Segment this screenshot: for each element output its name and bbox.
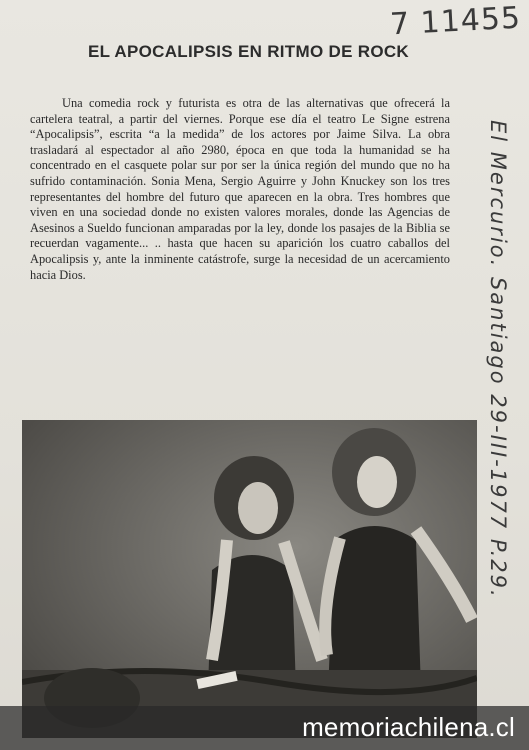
watermark-band	[0, 706, 529, 750]
catalog-number: 7 11455	[389, 0, 522, 43]
handwritten-source-note: El Mercurio. Santiago 29-III-1977 P.29.	[486, 120, 510, 599]
actresses-photo-image	[22, 420, 477, 738]
stage-photo	[22, 420, 477, 738]
headline: EL APOCALIPSIS EN RITMO DE ROCK	[88, 42, 409, 61]
article-body: Una comedia rock y futurista es otra de las alternativas que ofrecerá la cartelera teatral, a partir del viernes. Porque ese día el teatro Le Signe estrena “Apocalipsis”, escrita “a la medida” de los actores por Jaime Silva. La obra trasladará al espectador al año 2980, época en que toda la humanidad se ha concentrado en el casquete polar sur por ser la única región del mundo que no ha sufrido contaminación. Sonia Mena, Sergio Aguirre y John Knuckey son los tres representantes del hombre del futuro que aparecen en la obra. Tres hombres que viven en una sociedad donde no existen valores morales, donde las Agencias de Asesinos a Sueldo funcionan amparadas por la ley, donde los pasajes de la Biblia se recuerdan vagamente... .. hasta que hacen su aparición los cuatro caballos del Apocalipsis y, ante la inminente catástrofe, surge la necesidad de un acercamiento hacia Dios.	[30, 96, 450, 282]
watermark-text: memoriachilena.cl	[302, 712, 515, 742]
